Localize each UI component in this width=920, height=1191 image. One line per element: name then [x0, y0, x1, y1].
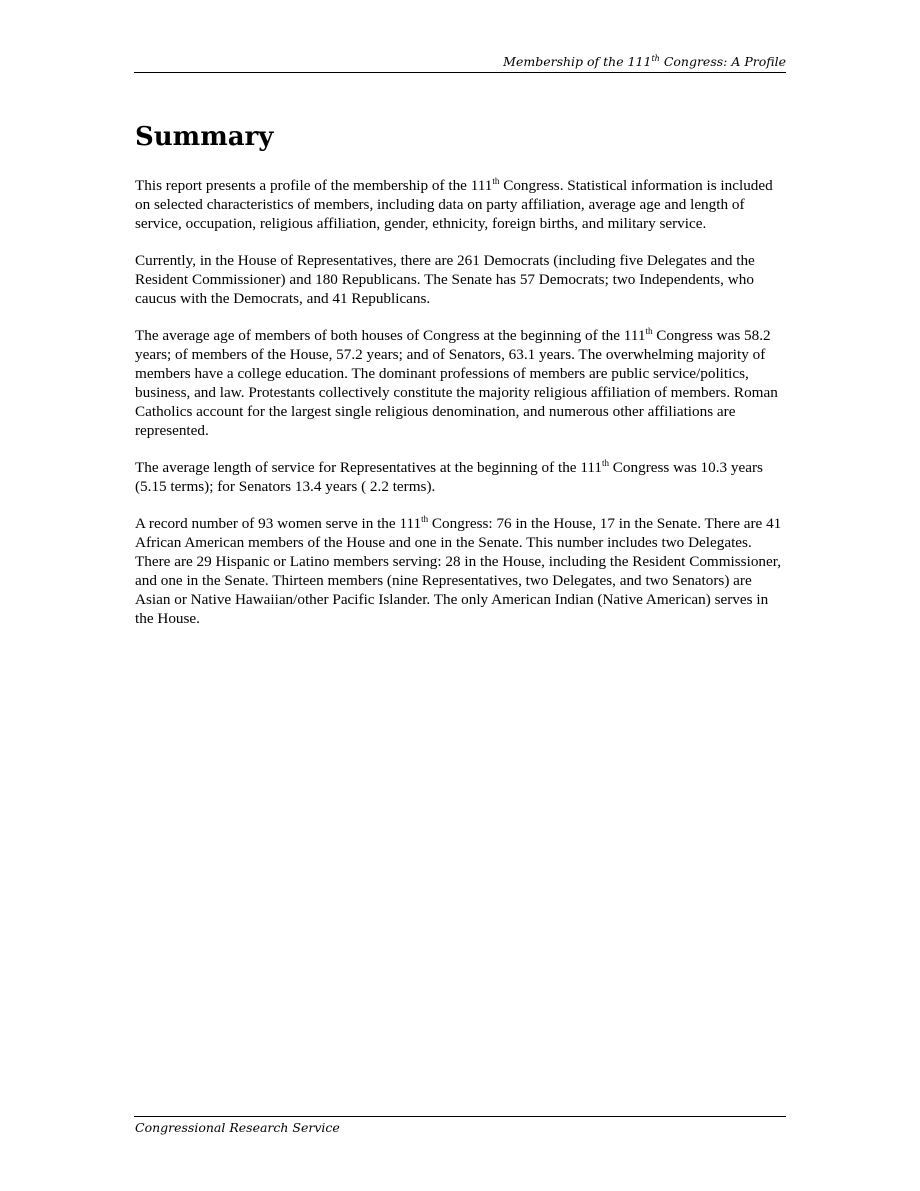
header-title-sup: th — [651, 53, 660, 63]
paragraph-service — [135, 458, 787, 496]
paragraph-demographics — [135, 514, 787, 628]
p4-text-a: The average length of service for Representatives at the beginning of the 111 — [135, 459, 602, 476]
header-title-post: Congress: A Profile — [659, 54, 786, 69]
p1-ordinal-sup: th — [492, 175, 500, 186]
p3-text-b: Congress was 58.2 years; of members of the House, 57.2 years; and of Senators, 63.1 years. The overwhelming majority of members have a college education. The dominant professions of members are public service/politics, business, and law. Protestants collectively constitute the majority religious affiliation of members. Roman Catholics account for the largest single religious denomination, and numerous other affiliations are represented. — [135, 327, 778, 439]
p5-text-b: Congress: 76 in the House, 17 in the Senate. There are 41 African American members of the House and one in the Senate. This number includes two Delegates. There are 29 Hispanic or Latino members serving: 28 in the House, including the Resident Commissioner, and one in the Senate. Thirteen members (nine Representatives, two Delegates, and two Senators) are Asian or Native Hawaiian/other Pacific Islander. The only American Indian (Native American) serves in the House. — [135, 515, 782, 627]
p1-text-b: Congress. Statistical information is included on selected characteristics of members, including data on party affiliation, average age and length of service, occupation, religious affiliation, gender, ethnicity, foreign births, and military service. — [135, 177, 773, 232]
running-footer: Congressional Research Service — [135, 1120, 340, 1135]
paragraph-party: Currently, in the House of Representatives, there are 261 Democrats (including five Delegates and the Resident Commissioner) and 180 Republicans. The Senate has 57 Democrats; two Independents, who caucus with the Democrats, and 41 Republicans. — [135, 252, 755, 307]
header-rule — [134, 72, 786, 73]
p4-text-b: Congress was 10.3 years (5.15 terms); for Senators 13.4 years ( 2.2 terms). — [135, 459, 763, 495]
p1-text-a: This report presents a profile of the membership of the 111 — [135, 177, 493, 194]
p3-ordinal-sup: th — [645, 325, 653, 336]
paragraph-age — [135, 326, 787, 440]
footer-rule — [134, 1116, 786, 1117]
p3-text-a: The average age of members of both houses of Congress at the beginning of the 111 — [135, 327, 646, 344]
p5-text-a: A record number of 93 women serve in the 111 — [135, 515, 422, 532]
p5-ordinal-sup: th — [421, 513, 429, 524]
summary-body — [135, 176, 787, 646]
summary-heading: Summary — [135, 122, 274, 152]
header-title-pre: Membership of the 111 — [503, 54, 652, 69]
paragraph-overview — [135, 176, 787, 233]
p4-ordinal-sup: th — [601, 457, 609, 468]
running-header — [134, 54, 786, 69]
